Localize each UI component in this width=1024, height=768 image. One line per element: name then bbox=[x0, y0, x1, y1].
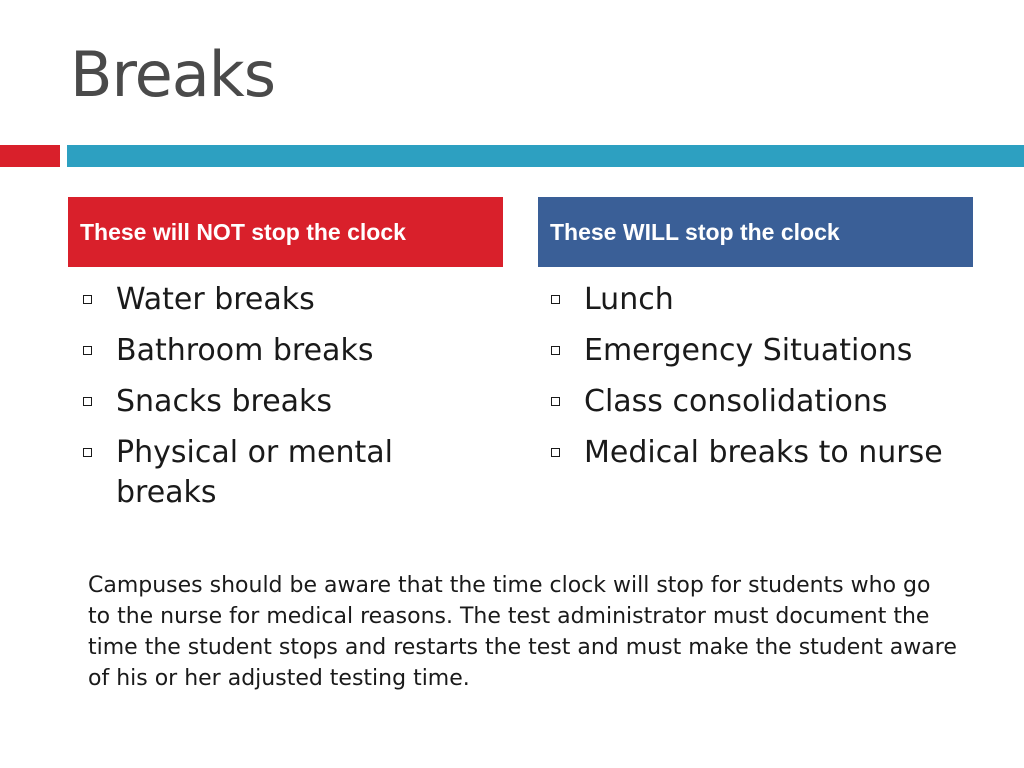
list-item bbox=[78, 382, 498, 422]
list-item bbox=[546, 331, 1016, 371]
square-bullet-icon bbox=[551, 448, 560, 457]
right-bullet-list bbox=[546, 280, 1016, 484]
square-bullet-icon bbox=[551, 295, 560, 304]
left-column-header bbox=[68, 197, 503, 267]
list-item bbox=[546, 382, 1016, 422]
right-column-header-text: These WILL stop the clock bbox=[550, 218, 840, 245]
list-item bbox=[78, 280, 498, 320]
list-item bbox=[78, 331, 498, 371]
square-bullet-icon bbox=[83, 397, 92, 406]
left-column-header-text: These will NOT stop the clock bbox=[80, 218, 406, 245]
list-item bbox=[546, 433, 1016, 473]
right-column-header bbox=[538, 197, 973, 267]
list-item-text: Lunch bbox=[584, 282, 674, 317]
square-bullet-icon bbox=[551, 397, 560, 406]
slide-title: Breaks bbox=[70, 38, 276, 111]
square-bullet-icon bbox=[83, 346, 92, 355]
square-bullet-icon bbox=[83, 295, 92, 304]
list-item-text: Physical or mental breaks bbox=[116, 435, 393, 510]
left-bullet-list bbox=[78, 280, 498, 524]
square-bullet-icon bbox=[551, 346, 560, 355]
list-item-text: Bathroom breaks bbox=[116, 333, 374, 368]
accent-bar-blue bbox=[67, 145, 1024, 167]
square-bullet-icon bbox=[83, 448, 92, 457]
list-item-text: Snacks breaks bbox=[116, 384, 333, 419]
list-item-text: Medical breaks to nurse bbox=[584, 435, 943, 470]
list-item bbox=[546, 280, 1016, 320]
accent-bar-red bbox=[0, 145, 60, 167]
list-item-text: Emergency Situations bbox=[584, 333, 913, 368]
list-item-text: Water breaks bbox=[116, 282, 315, 317]
note-paragraph: Campuses should be aware that the time clock will stop for students who go to the nurse for medical reasons. The test administrator must document the time the student stops and restarts the test and must make the student aware of his or her adjusted testing time. bbox=[88, 573, 957, 691]
list-item bbox=[78, 433, 498, 513]
list-item-text: Class consolidations bbox=[584, 384, 888, 419]
